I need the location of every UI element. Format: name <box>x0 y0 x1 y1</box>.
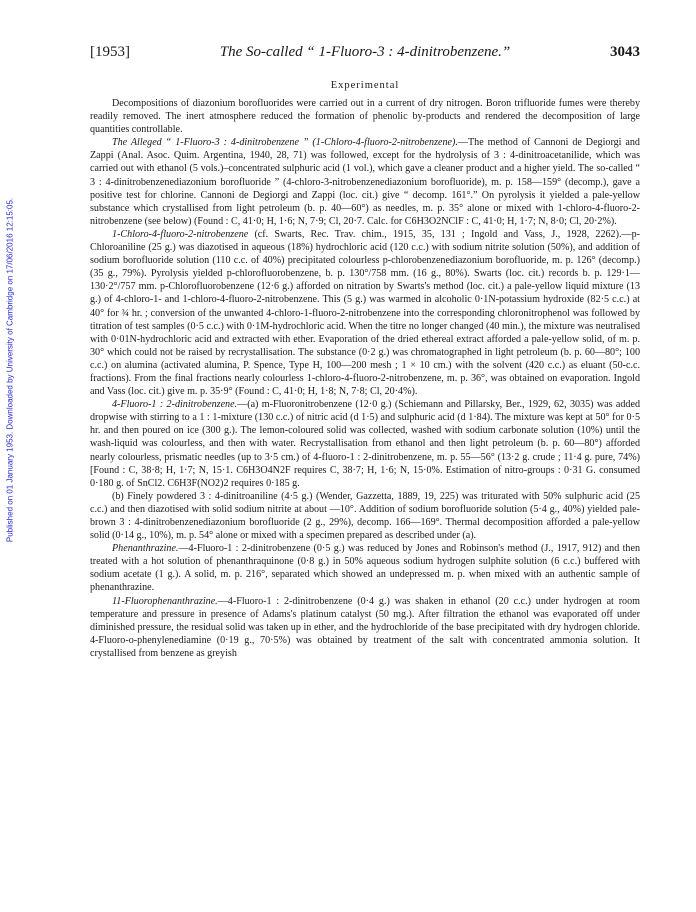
paragraph <box>90 228 640 398</box>
paragraph <box>90 490 640 542</box>
paragraph-text: —4-Fluoro-1 : 2-dinitrobenzene (0·5 g.) was reduced by Jones and Robinson's method (J., 1917, 912) and then treated with a hot solution of phenanthraquinone (0·8 g.) in 50% aqueous sodium hydrogen sulphite solution (6 c.c.) buffered with sodium acetate (1 g.). A solid, m. p. 216°, separated which showed an undepressed m. p. when mixed with an authentic sample of phenanthrazine. <box>90 543 640 594</box>
page-number: 3043 <box>610 44 640 60</box>
section-heading: Experimental <box>330 80 400 91</box>
paragraph-lead: The Alleged “ 1-Fluoro-3 : 4-dinitrobenzene ” (1-Chloro-4-fluoro-2-nitrobenzene). <box>112 137 458 149</box>
paragraph-text: Decompositions of diazonium borofluorides were carried out in a current of dry nitrogen. Boron trifluoride fumes were thereby readily removed. The inert atmosphere reduced the formation of phenolic by-products and rendered the decomposition of large quantities controllable. <box>90 98 640 136</box>
paragraph <box>90 398 640 490</box>
paragraph-lead: 4-Fluoro-1 : 2-dinitrobenzene. <box>112 399 238 411</box>
paragraph-text: —4-Fluoro-1 : 2-dinitrobenzene (0·4 g.) was shaken in ethanol (20 c.c.) under hydrogen at room temperature and pressure in presence of Adams's platinum catalyst (50 mg.). After filtration the ethanol was evaporated off under diminished pressure, the residual solid was taken up in ether, and the hydrochloride of the base precipitated with dry hydrogen chloride. 4-Fluoro-o-phenylenediamine (0·19 g., 70·5%) was obtained by treatment of the salt with concentrated ammonia solution. It crystallised from benzene as greyish <box>90 595 640 659</box>
article-body <box>90 97 640 660</box>
download-watermark <box>2 90 18 650</box>
header-title: The So-called “ 1-Fluoro-3 : 4-dinitrobenzene.” <box>219 44 511 60</box>
paragraph-text: (cf. Swarts, Rec. Trav. chim., 1915, 35, 131 ; Ingold and Vass, J., 1928, 2262).—p-Chloroaniline (25 g.) was diazotised in aqueous (18%) hydrochloric acid (120 c.c.) with sodium nitrite solution (50%), and addition of sodium borofluoride solution (110 c.c. of 40%) precipitated colourless p-chlorobenzenediazonium borofluoride, m. p. 126° (decomp.) (35 g., 79%). Pyrolysis yielded p-chlorofluorobenzene, b. p. 130°/758 mm. (16 g., 80%). Swarts (loc. cit.) records b. p. 129·1—130·2°/757 mm. p-Chlorofluorobenzene (12·6 g.) afforded on nitration by Swarts's method (loc. cit.) a pale-yellow liquid mixture (13 g.) of 4-chloro-1- and 1-chloro-4-fluoro-2-nitrobenzene. This (5 g.) was warmed in alcoholic 0·1N-potassium hydroxide (82·5 c.c.) at 40° for ¾ hr. ; conversion of the unwanted 4-chloro-1-fluoro-2-nitrobenzene into the corresponding chloronitrophenol was followed by titration of test samples (0·5 c.c.) with 0·1M-hydrochloric acid. When the titre no longer changed (40 min.), the mixture was neutralised with 0·01N-hydrochloric acid and extracted with ether. Evaporation of the dried ethereal extract afforded a pale-yellow solid, of m. p. 30° which could not be raised by recrystallisation. The substance (0·2 g.) was chromatographed in light petroleum (b. p. 60—80°; 100 c.c.) on alumina (activated alumina, P. Spence, Type H, 100—200 mesh ; 1 × 10 cm.) with the solvent (420 c.c.) as eluant (50-c.c. fractions). From the final fractions nearly colourless 1-chloro-4-fluoro-2-nitrobenzene, m. p. 36°, was obtained on evaporation. Ingold and Vass (loc. cit.) give m. p. 35·9° (Found : C, 41·0; H, 1·8; N, 7·8; Cl, 20·4%). <box>90 228 640 398</box>
paragraph <box>90 542 640 594</box>
paragraph-lead: 1-Chloro-4-fluoro-2-nitrobenzene <box>112 228 249 240</box>
running-header <box>90 44 640 64</box>
paragraph-text: —The method of Cannoni de Degiorgi and Zappi (Anal. Asoc. Quim. Argentina, 1940, 28, 71) was followed, except for the hydrolysis of 3 : 4-dinitroacetanilide, which was carried out with ethanol (5 vols.)–concentrated sulphuric acid (1 vol.), which gave a cleaner product and a higher yield. The so-called “ 3 : 4-dinitrobenzenediazonium borofluoride ” (4-chloro-3-nitrobenzenediazonium borofluoride), m. p. 158—159° (decomp.), gave a positive test for chlorine. Cannoni de Degiorgi and Zappi (loc. cit.) give “ decomp. 161°.” On pyrolysis it yielded a pale-yellow substance which crystallised from light petroleum (b. p. 40—60°) as needles, m. p. 35° alone or mixed with 1-chloro-4-fluoro-2-nitrobenzene (see below) (Found : C, 41·0; H, 1·6; N, 7·9; Cl, 20·7. Calc. for C6H3O2NClF : C, 41·0; H, 1·7; N, 8·0; Cl, 20·2%). <box>90 137 640 227</box>
paragraph <box>90 97 640 136</box>
paragraph <box>90 136 640 228</box>
paragraph-lead: 11-Fluorophenanthrazine. <box>112 595 218 607</box>
header-year: [1953] <box>90 44 130 60</box>
watermark-text: Published on 01 January 1953. Downloaded by University of Cambridge on 17/06/2016 12:15:05. <box>5 197 15 543</box>
paragraph-lead: Phenanthrazine. <box>112 543 179 555</box>
paragraph-text: —(a) m-Fluoronitrobenzene (12·0 g.) (Schiemann and Pillarsky, Ber., 1929, 62, 3035) was added dropwise with stirring to a 1 : 1-mixture (130 c.c.) of nitric acid (d 1·5) and sulphuric acid (d 1·84). The mixture was kept at 50° for 0·5 hr. and then poured on ice (300 g.). The lemon-coloured solid was collected, washed with sodium carbonate solution (10%) until the wash-liquid was colourless, and then with water. Recrystallisation from ethanol and then light petroleum (b. p. 60—80°) afforded nearly colourless, prismatic needles (up to 3·5 cm.) of 4-fluoro-1 : 2-dinitrobenzene, m. p. 55—56° (13·2 g. crude ; 11·4 g. pure, 74%) [Found : C, 38·8; H, 1·7; N, 15·1. C6H3O4N2F requires C, 38·7; H, 1·6; N, 15·0%. Estimation of nitro-groups : 0·31 G. consumed 0·180 g. of SnCl2. C6H3F(NO2)2 requires 0·185 g. <box>90 399 640 489</box>
paragraph <box>90 595 640 660</box>
paragraph-text: (b) Finely powdered 3 : 4-dinitroaniline (4·5 g.) (Wender, Gazzetta, 1889, 19, 225) was triturated with 50% sulphuric acid (25 c.c.) and then diazotised with solid sodium nitrite at about —10°. Addition of sodium borofluoride solution (5·4 g., 40%) yielded pale-brown 3 : 4-dinitrobenzenediazonium borofluoride (2 g., 29%), decomp. 166—169°. Thermal decomposition afforded a pale-yellow solid (0·14 g., 10%), m. p. 54° alone or mixed with a specimen prepared as described under (a). <box>90 490 640 542</box>
